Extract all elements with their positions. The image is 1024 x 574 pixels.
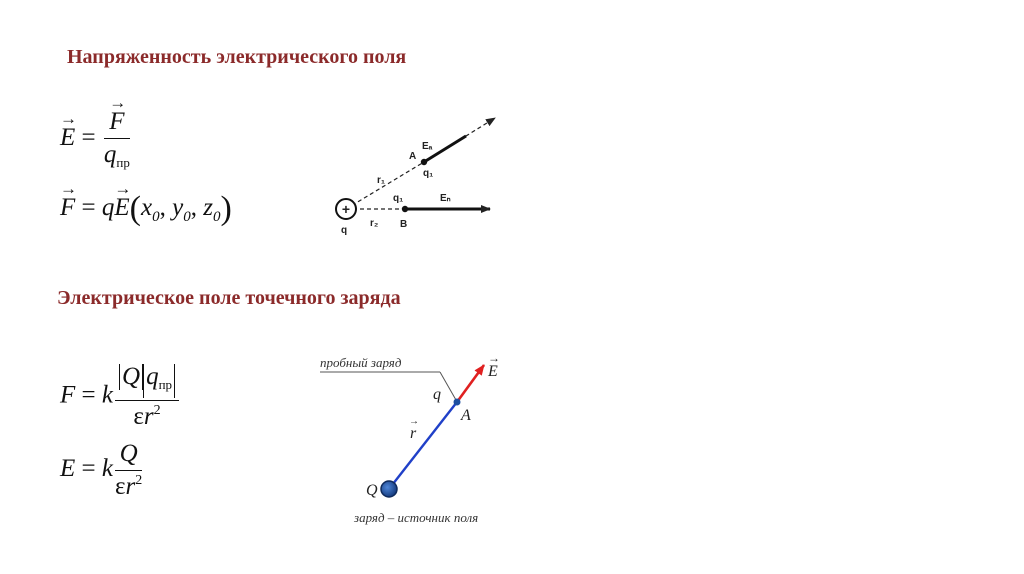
diagram-point-charge	[300, 345, 530, 535]
point-b-label: B	[400, 219, 408, 230]
formula-coef: q	[101, 194, 115, 221]
q1-b-label: q₁	[393, 193, 404, 204]
heading-point-charge-field: Электрическое поле точечного заряда	[57, 287, 401, 309]
formula-lhs: → F	[60, 194, 75, 222]
field-vector-arrow: →	[488, 351, 500, 365]
formula-field-definition	[60, 108, 132, 171]
source-label: Q	[366, 482, 378, 499]
abs-q-source: Q	[119, 364, 143, 390]
charge-label: q	[341, 225, 348, 236]
subscript: пр	[158, 377, 173, 392]
formula-equals: =	[81, 194, 96, 221]
fraction	[104, 108, 130, 171]
q1-a-label: q₁	[423, 168, 434, 179]
var-x: x	[141, 194, 153, 221]
formula-equals: =	[81, 455, 96, 483]
var-k: k	[101, 381, 113, 409]
test-charge-leader	[440, 372, 456, 400]
r2-label: r₂	[370, 218, 379, 229]
r-label: r	[410, 425, 417, 442]
formula-lhs: E	[60, 455, 76, 483]
q-label: q	[433, 386, 441, 403]
paren-close: )	[220, 190, 232, 227]
test-charge-label: пробный заряд	[320, 355, 402, 370]
formula-force	[60, 190, 232, 228]
subscript: 0	[183, 209, 191, 225]
formula-coulomb-force	[60, 363, 181, 431]
var-r: r	[143, 403, 154, 430]
point-label: A	[461, 407, 471, 424]
var-q-source: Q	[119, 440, 138, 467]
superscript: 2	[153, 403, 161, 418]
comma: ,	[159, 194, 166, 221]
formula-equals: =	[81, 381, 96, 409]
heading-field-strength: Напряженность электрического поля	[67, 46, 407, 68]
fraction	[115, 363, 179, 431]
ea-label: Eₐ	[422, 141, 433, 152]
formula-lhs: → E	[60, 124, 75, 152]
point-b	[402, 206, 408, 212]
var-k: k	[101, 455, 113, 483]
comma: ,	[190, 194, 197, 221]
source-charge	[381, 481, 397, 497]
abs-q-test	[143, 364, 175, 398]
formula-vector: → E	[114, 194, 129, 222]
field-vector	[457, 365, 484, 402]
var-q: q	[146, 363, 159, 390]
source-caption: заряд – источник поля	[354, 510, 479, 525]
var-r: r	[125, 473, 136, 500]
point-a-label: A	[409, 151, 417, 162]
fraction-numerator: → F	[109, 108, 124, 136]
superscript: 2	[135, 473, 143, 488]
r-vector-arrow: →	[409, 416, 419, 427]
formula-point-field	[60, 440, 144, 501]
field-label: E	[488, 363, 498, 380]
var-z: z	[203, 194, 213, 221]
subscript: 0	[152, 209, 160, 225]
formula-lhs: F	[60, 381, 76, 409]
var-epsilon: ε	[115, 473, 126, 500]
diagram-field-vectors	[320, 105, 510, 235]
subscript: 0	[212, 209, 221, 225]
fraction	[115, 440, 142, 501]
charge-sign: +	[341, 201, 351, 217]
formula-equals: =	[81, 124, 96, 152]
test-charge-point	[454, 399, 461, 406]
paren-open: (	[129, 190, 141, 227]
radius-vector	[389, 402, 457, 489]
subscript: пр	[116, 155, 130, 170]
point-a	[421, 159, 427, 165]
var-epsilon: ε	[133, 403, 144, 430]
eb-label: Eₙ	[440, 193, 451, 204]
fraction-denominator: q	[103, 141, 117, 168]
r1-label: r₁	[377, 175, 386, 186]
var-y: y	[172, 194, 184, 221]
